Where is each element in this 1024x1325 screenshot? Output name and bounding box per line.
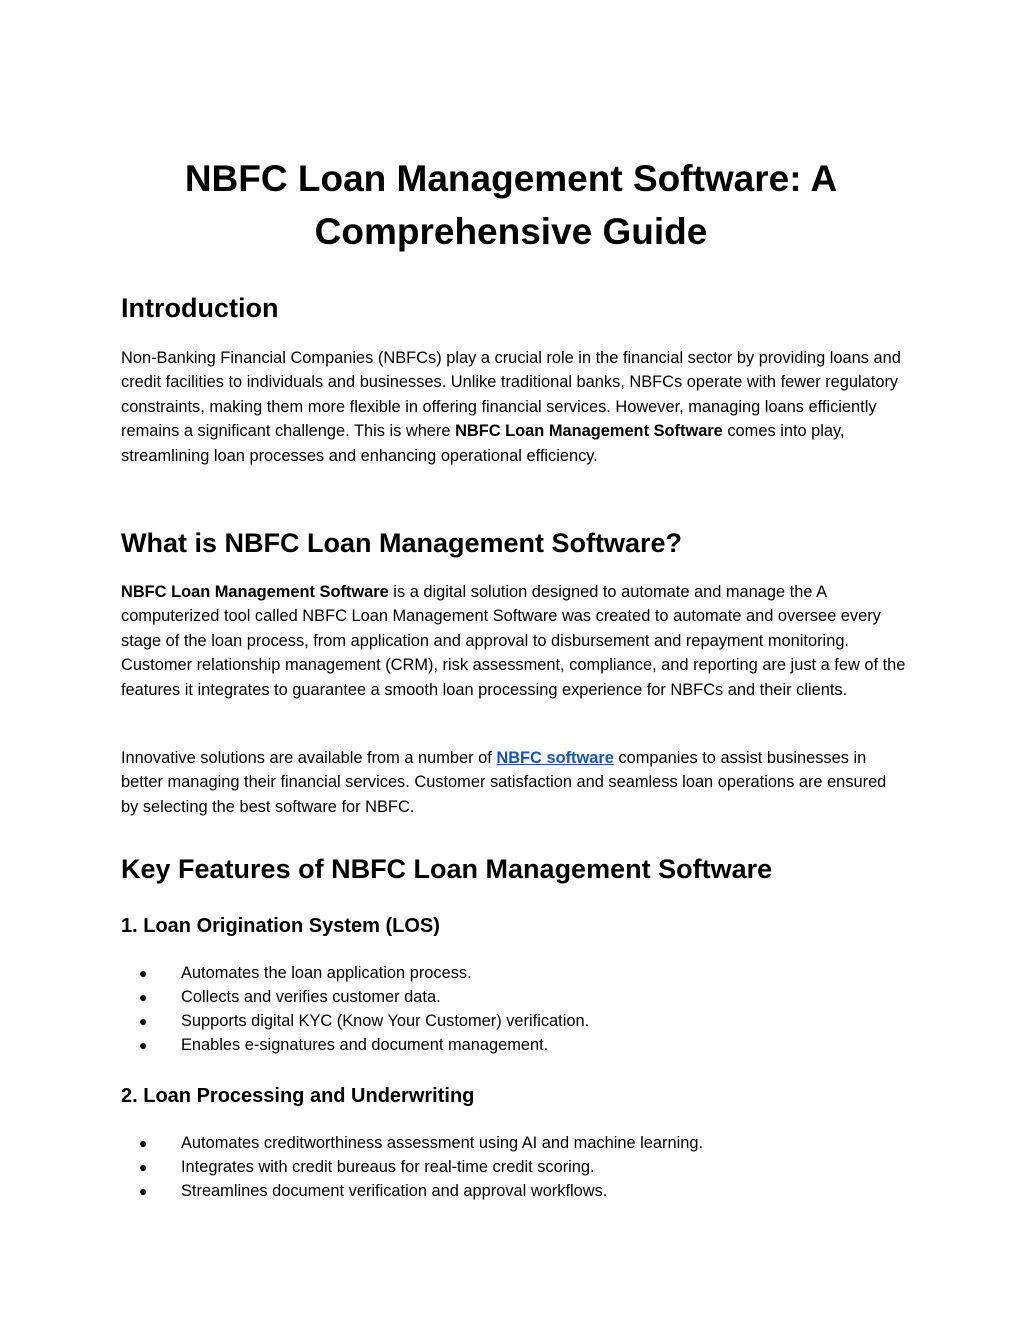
loan-processing-heading: 2. Loan Processing and Underwriting: [121, 1085, 475, 1107]
key-features-heading: Key Features of NBFC Loan Management Software: [121, 854, 773, 884]
introduction-heading: Introduction: [121, 293, 279, 323]
intro-text-after: comes into play, streamlining loan processes and enhancing operational efficiency.: [121, 422, 845, 465]
nbfc-software-link[interactable]: NBFC software: [496, 749, 614, 767]
bullet-icon: ●: [139, 1183, 148, 1199]
list-item: ● Integrates with credit bureaus for real-time credit scoring.: [121, 1155, 906, 1179]
list-item: ● Streamlines document verification and approval workflows.: [121, 1179, 906, 1203]
what-is-paragraph-2: [121, 746, 906, 819]
list-item: ● Supports digital KYC (Know Your Customer) verification.: [121, 1009, 906, 1033]
bullet-icon: ●: [139, 965, 148, 981]
list-item: ● Automates creditworthiness assessment using AI and machine learning.: [121, 1131, 906, 1155]
intro-text-before: Non-Banking Financial Companies (NBFCs) play a crucial role in the financial sector by providing loans and credit facilities to individuals and businesses. Unlike traditional banks, NBFCs operate with fewer regulatory constraints, making them more flexible in offering financial services. However, managing loans efficiently remains a significant challenge. This is where: [121, 349, 901, 441]
p2-text-before: Innovative solutions are available from a number of: [121, 749, 497, 767]
bullet-icon: ●: [139, 1159, 148, 1175]
bullet-icon: ●: [139, 1013, 148, 1029]
document-title: NBFC Loan Management Software: A Comprehensive Guide: [184, 158, 838, 252]
loan-origination-list: [121, 961, 906, 1057]
intro-bold-term: NBFC Loan Management Software: [455, 422, 723, 441]
p2-text-after: companies to assist businesses in better managing their financial services. Customer satisfaction and seamless loan operations are ensured by selecting the best software for NBFC.: [121, 749, 887, 816]
what-is-bold-term: NBFC Loan Management Software: [121, 583, 389, 601]
what-is-heading: What is NBFC Loan Management Software?: [121, 528, 683, 558]
introduction-paragraph: [121, 346, 906, 468]
loan-origination-heading: 1. Loan Origination System (LOS): [121, 915, 440, 937]
bullet-icon: ●: [139, 989, 148, 1005]
bullet-icon: ●: [139, 1037, 148, 1053]
bullet-icon: ●: [139, 1135, 148, 1151]
what-is-text: is a digital solution designed to automate and manage the A computerized tool called NBFC Loan Management Software was created to automate and oversee every stage of the loan process, from application and approval to disbursement and repayment monitoring. Customer relationship management (CRM), risk assessment, compliance, and reporting are just a few of the features it integrates to guarantee a smooth loan processing experience for NBFCs and their clients.: [121, 583, 906, 699]
list-item: ● Enables e-signatures and document management.: [121, 1033, 906, 1057]
loan-processing-list: [121, 1131, 906, 1203]
list-item: ● Automates the loan application process.: [121, 961, 906, 985]
what-is-paragraph-1: [121, 580, 906, 702]
list-item: ● Collects and verifies customer data.: [121, 985, 906, 1009]
